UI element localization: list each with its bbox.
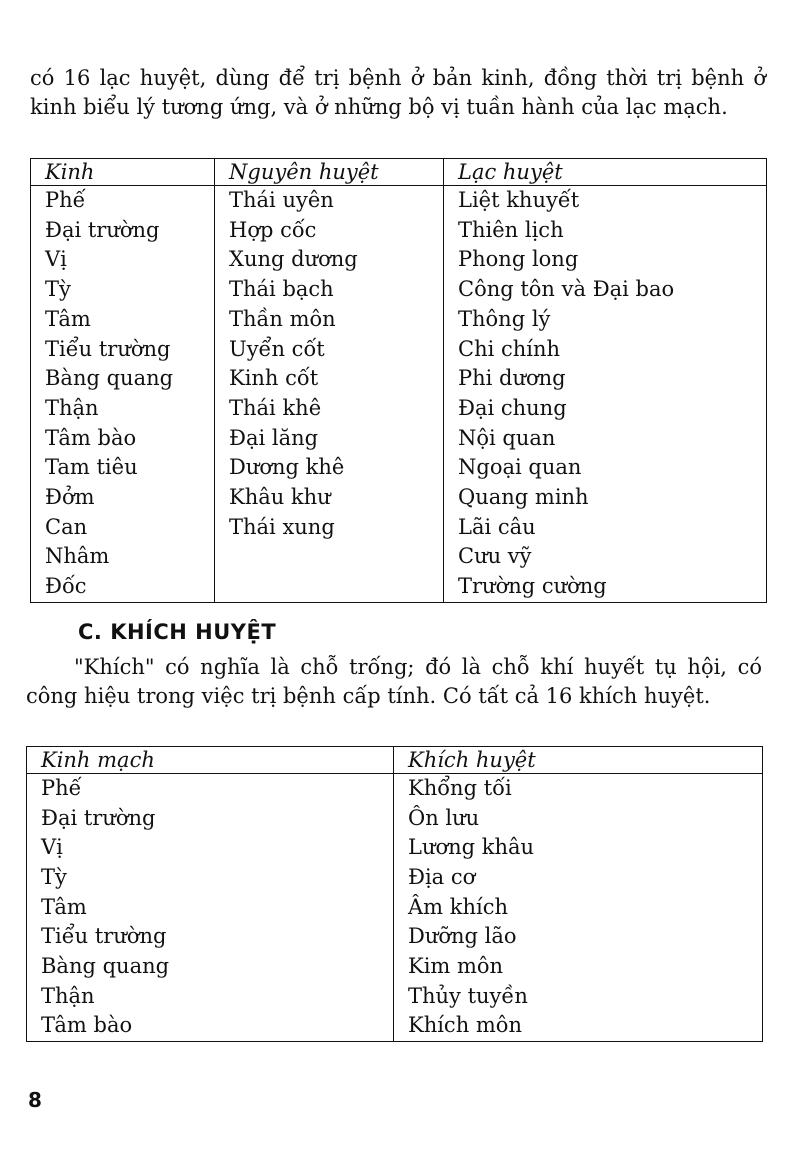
khich-huyet-table: [26, 746, 763, 1042]
nguyen-huyet-cell: Thái uyên: [215, 186, 444, 216]
kinh-cell: Tiểu trường: [45, 336, 171, 361]
kinh-cell: Đốc: [45, 574, 87, 599]
kinh-cell: Bàng quang: [45, 366, 174, 391]
lac-huyet-cell: Thông lý: [444, 305, 767, 335]
nguyen-huyet-cell: Thần môn: [215, 305, 444, 335]
nguyen-huyet-cell: Hợp cốc: [215, 216, 444, 246]
nguyen-huyet-cell: [215, 542, 444, 572]
lac-huyet-cell: Ngoại quan: [444, 453, 767, 483]
nguyen-huyet-cell: Uyển cốt: [215, 335, 444, 365]
khich-huyet-cell: Khổng tối: [394, 774, 763, 804]
kinh-mach-cell: Tỳ: [41, 864, 67, 889]
table-row: [31, 542, 767, 572]
kinh-mach-cell: Tâm: [41, 894, 87, 919]
kinh-cell: Phế: [45, 188, 86, 212]
kinh-mach-cell: Phế: [41, 776, 82, 800]
nguyen-huyet-cell: Đại lăng: [215, 424, 444, 454]
table-row: [27, 804, 763, 834]
khich-huyet-cell: Thủy tuyền: [394, 982, 763, 1012]
khich-paragraph: "Khích" có nghĩa là chỗ trống; đó là chỗ khí huyết tụ hội, có công hiệu trong việc trị bệnh cấp tính. Có tất cả 16 khích huyệt.: [26, 655, 762, 708]
kinh-mach-cell: Đại trường: [41, 805, 156, 830]
table-row: [31, 424, 767, 454]
nguyen-lac-huyet-table: [30, 158, 767, 603]
table-row: [31, 245, 767, 275]
lac-huyet-cell: Liệt khuyết: [444, 186, 767, 216]
lac-huyet-cell: Cưu vỹ: [444, 542, 767, 572]
table-row: [31, 513, 767, 543]
table-row: [31, 216, 767, 246]
lac-huyet-cell: Trường cường: [444, 572, 767, 602]
table-row: [27, 893, 763, 923]
table-row: [27, 774, 763, 804]
khich-huyet-cell: Ôn lưu: [394, 804, 763, 834]
table-row: [27, 982, 763, 1012]
table-row: [31, 186, 767, 216]
column-header-kinh: Kinh: [31, 159, 215, 186]
table-row: [27, 833, 763, 863]
khich-huyet-cell: Địa cơ: [394, 863, 763, 893]
kinh-mach-cell: Vị: [41, 835, 63, 860]
table-row: [31, 572, 767, 602]
table-row: [31, 453, 767, 483]
lac-huyet-cell: Đại chung: [444, 394, 767, 424]
table-row: [31, 483, 767, 513]
nguyen-huyet-cell: Kinh cốt: [215, 364, 444, 394]
lac-huyet-cell: Thiên lịch: [444, 216, 767, 246]
section-heading: C. KHÍCH HUYỆT: [78, 620, 277, 644]
nguyen-huyet-cell: Thái xung: [215, 513, 444, 543]
kinh-cell: Can: [45, 514, 88, 539]
column-header-khich-huyet: Khích huyệt: [394, 747, 763, 774]
nguyen-huyet-cell: Xung dương: [215, 245, 444, 275]
nguyen-huyet-cell: Thái khê: [215, 394, 444, 424]
table-header-row: [27, 747, 763, 774]
kinh-cell: Tỳ: [45, 277, 71, 302]
table-row: [27, 922, 763, 952]
lac-huyet-cell: Nội quan: [444, 424, 767, 454]
kinh-cell: Tâm: [45, 306, 91, 331]
lac-huyet-cell: Lãi câu: [444, 513, 767, 543]
page-number: 8: [28, 1088, 42, 1112]
table-row: [31, 394, 767, 424]
kinh-mach-cell: Bàng quang: [41, 953, 170, 978]
lac-huyet-cell: Chi chính: [444, 335, 767, 365]
kinh-cell: Vị: [45, 247, 67, 272]
kinh-cell: Đởm: [45, 485, 95, 510]
intro-paragraph: có 16 lạc huyệt, dùng để trị bệnh ở bản kinh, đồng thời trị bệnh ở kinh biểu lý tương ứng, và ở những bộ vị tuần hành của lạc mạch.: [30, 66, 766, 119]
column-header-nguyen-huyet: Nguyên huyệt: [215, 159, 444, 186]
nguyen-huyet-cell: [215, 572, 444, 602]
khich-huyet-cell: Khích môn: [394, 1011, 763, 1041]
nguyen-huyet-cell: Khâu khư: [215, 483, 444, 513]
kinh-mach-cell: Tâm bào: [41, 1013, 133, 1038]
kinh-cell: Thận: [45, 395, 99, 420]
table-row: [31, 305, 767, 335]
table-row: [27, 952, 763, 982]
table-row: [27, 863, 763, 893]
nguyen-huyet-cell: Dương khê: [215, 453, 444, 483]
khich-huyet-cell: Âm khích: [394, 893, 763, 923]
kinh-cell: Tam tiêu: [45, 455, 138, 480]
table-row: [31, 364, 767, 394]
table-row: [27, 1011, 763, 1041]
table-row: [31, 335, 767, 365]
khich-huyet-cell: Kim môn: [394, 952, 763, 982]
table-row: [31, 275, 767, 305]
column-header-lac-huyet: Lạc huyệt: [444, 159, 767, 186]
kinh-mach-cell: Tiểu trường: [41, 924, 167, 949]
lac-huyet-cell: Quang minh: [444, 483, 767, 513]
kinh-mach-cell: Thận: [41, 983, 95, 1008]
table-header-row: [31, 159, 767, 186]
kinh-cell: Đại trường: [45, 217, 160, 242]
lac-huyet-cell: Phi dương: [444, 364, 767, 394]
lac-huyet-cell: Công tôn và Đại bao: [444, 275, 767, 305]
kinh-cell: Tâm bào: [45, 425, 137, 450]
column-header-kinh-mach: Kinh mạch: [27, 747, 394, 774]
khich-huyet-cell: Dưỡng lão: [394, 922, 763, 952]
khich-huyet-cell: Lương khâu: [394, 833, 763, 863]
nguyen-huyet-cell: Thái bạch: [215, 275, 444, 305]
kinh-cell: Nhâm: [45, 544, 110, 569]
lac-huyet-cell: Phong long: [444, 245, 767, 275]
